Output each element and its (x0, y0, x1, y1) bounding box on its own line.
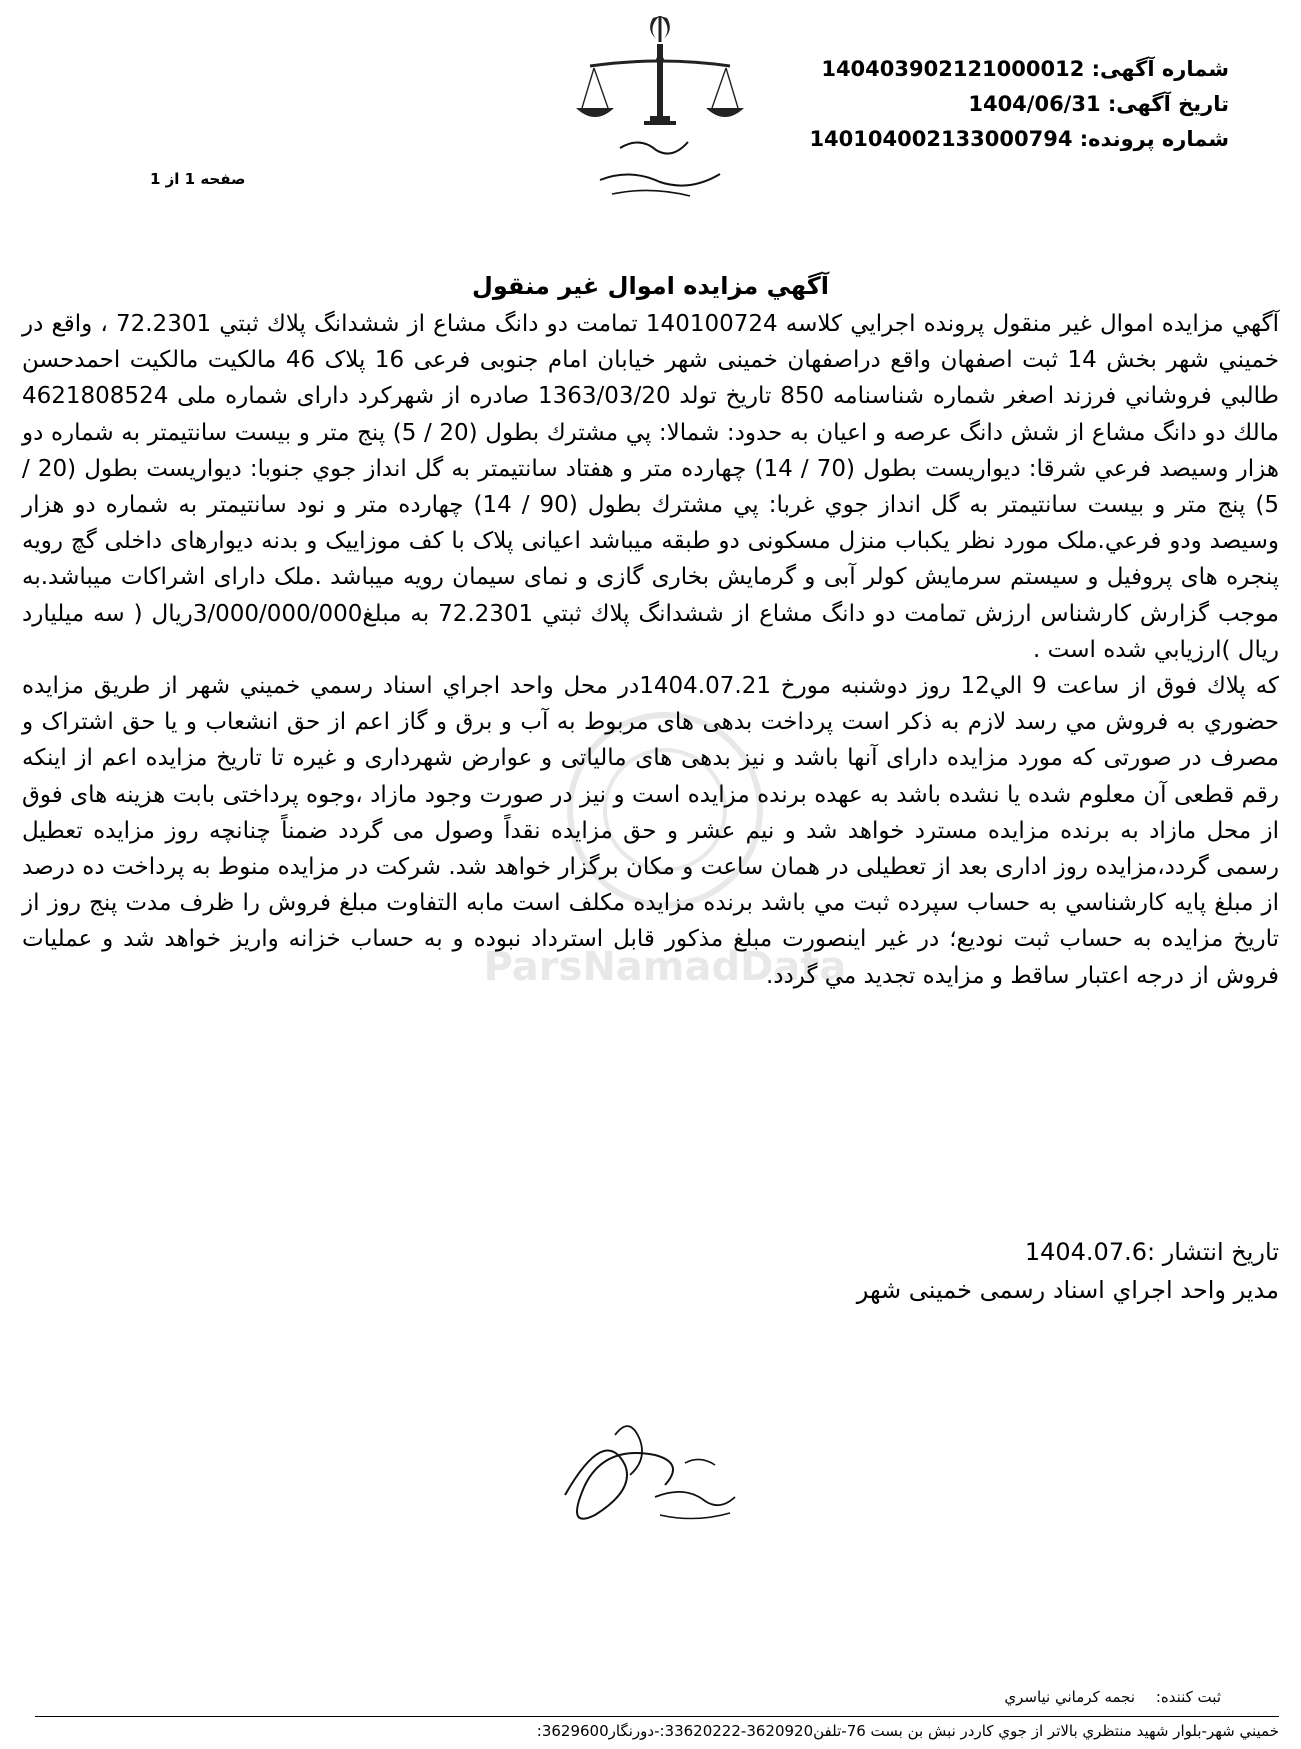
publish-date: تاريخ انتشار :1404.07.6 (1024, 1238, 1279, 1266)
ad-number-row (809, 52, 1229, 87)
notice-body (22, 306, 1279, 994)
notice-meta (809, 52, 1229, 157)
ad-date-label: تاریخ آگهی: (1107, 92, 1229, 116)
property-description-paragraph: آگهي مزايده اموال غير منقول پرونده اجرايي كلاسه 140100724 تمامت دو دانگ مشاع از ششدانگ پلاك ثبتي 72.2301 ، واقع در خميني شهر بخش 14 ثبت اصفهان واقع دراصفهان خمینی شهر خیابان امام جنوبی فرعی 16 پلاک 46 مالکیت مالكيت احمدحسن طالبي فروشاني فرزند اصغر شماره شناسنامه 850 تاريخ تولد 1363/03/20 صادره از شهرکرد دارای شماره ملی 4621808524 مالك دو دانگ مشاع از شش دانگ عرصه و اعيان به حدود: شمالا: پي مشترك بطول (20 / 5) پنج متر و بيست سانتيمتر به شماره دو هزار وسيصد فرعي شرقا: ديواريست بطول (70 / 14) چهارده متر و هفتاد سانتيمتر به گل انداز جوي جنوبا: ديواريست بطول (20 / 5) پنج متر و بيست سانتيمتر به گل انداز جوي غربا: پي مشترك بطول (90 / 14) چهارده متر و نود سانتيمتر به شماره دو هزار وسيصد ودو فرعي.ملک مورد نظر یکباب منزل مسکونی دو طبقه میباشد اعیانی پلاک با کف موزاییک و بدنه دیوارهای داخلی گچ رویه پنجره های پروفیل و سیستم سرمایش کولر آبی و گرمایش بخاری گازی و نمای سیمان رویه میباشد .ملک دارای اشراکات میباشد.به موجب گزارش کارشناس ارزش تمامت دو دانگ مشاع از ششدانگ پلاك ثبتي 72.2301 به مبلغ3/000/000/000ريال ( سه ميليارد ريال )ارزيابي شده است . (22, 311, 1280, 663)
signer-title: مدير واحد اجراي اسناد رسمی خمینی شهر (856, 1276, 1279, 1304)
registrar-line (1004, 1688, 1221, 1706)
ad-date-row (809, 87, 1229, 122)
file-number-label: شماره پرونده: (1079, 127, 1229, 151)
watermark-text: ParsNamadData (483, 944, 847, 990)
handwritten-signature (535, 1405, 765, 1545)
notice-title: آگهي مزايده اموال غير منقول (472, 272, 829, 300)
file-number-row (809, 122, 1229, 157)
ad-number-label: شماره آگهی: (1091, 57, 1229, 81)
registrar-label: ثبت كننده: (1155, 1688, 1221, 1706)
registrar-name: نجمه كرماني نياسري (1004, 1688, 1136, 1706)
notice-closing (857, 1233, 1279, 1309)
ad-date: 1404/06/31 (968, 92, 1101, 116)
auction-terms-paragraph: كه پلاك فوق از ساعت 9 الي12 روز دوشنبه مورخ 1404.07.21در محل واحد اجراي اسناد رسمي خميني شهر از طريق مزايده حضوري به فروش مي رسد لازم به ذكر است پرداخت بدهی های مربوط به آب و برق و گاز اعم از حق انشعاب و یا حق اشتراک و مصرف در صورتی که مورد مزایده دارای آنها باشد و نیز بدهی های مالیاتی و عوارض شهرداری و غیره تا تاریخ مزایده اعم از اینکه رقم قطعی آن معلوم شده یا نشده باشد به عهده برنده مزایده است و نیز در صورت وجود مازاد ،وجوه پرداختی بابت هزینه های فوق از محل مازاد به برنده مزایده مسترد خواهد شد و نیم عشر و حق مزایده نقداً وصول می گردد ضمناً چنانچه روز مزایده تعطیل رسمی گردد،مزایده روز اداری بعد از تعطیلی در همان ساعت و مکان برگزار خواهد شد. شركت در مزايده منوط به پرداخت ده درصد از مبلغ پايه كارشناسي به حساب سپرده ثبت مي باشد برنده مزايده مكلف است مابه التفاوت مبلغ فروش را ظرف مدت پنج روز از تاريخ مزايده به حساب ثبت نوديع؛ در غير اينصورت مبلغ مذكور قابل استرداد نبوده و به حساب خزانه واريز خواهد شد و عمليات فروش از درجه اعتبار ساقط و مزايده تجديد مي گردد. (22, 673, 1279, 989)
page-indicator: صفحه 1 از 1 (150, 170, 246, 188)
scales-of-justice-icon (560, 8, 760, 218)
ad-number: 140403902121000012 (821, 57, 1085, 81)
office-address: خميني شهر-بلوار شهيد منتظري بالاتر از جوي كاردر نبش بن بست 76-تلفن3620920-33620222:-دورنگار3629600: (536, 1722, 1279, 1740)
footer-divider (35, 1716, 1279, 1717)
file-number: 140104002133000794 (809, 127, 1073, 151)
judiciary-emblem (560, 8, 760, 218)
